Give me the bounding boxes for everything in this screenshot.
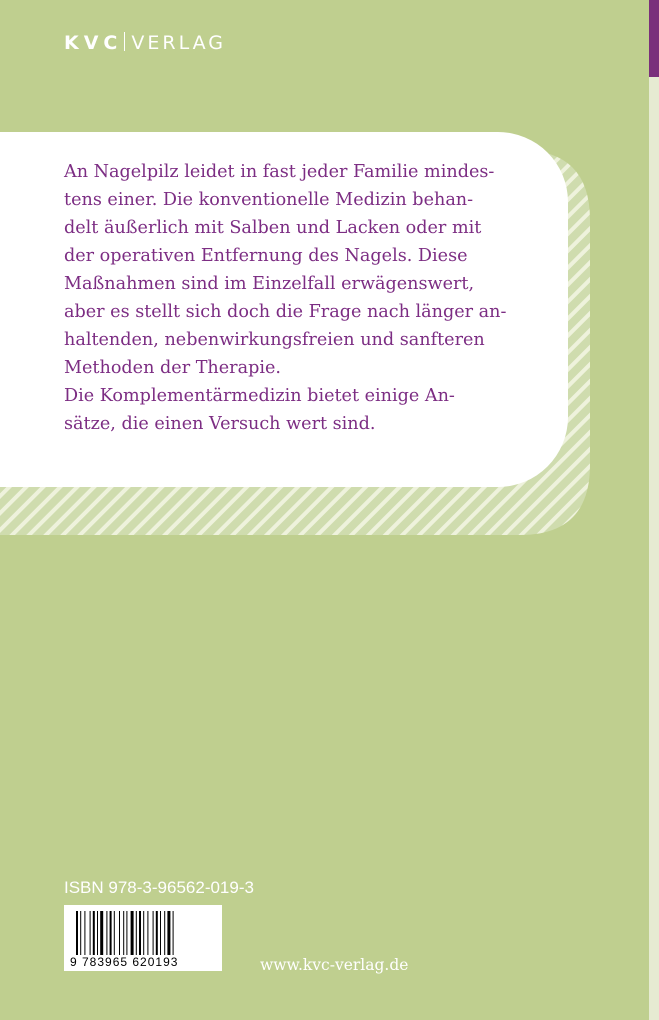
barcode-bar	[84, 911, 85, 955]
barcode-bar	[126, 911, 127, 955]
barcode-digits: 9 783965 620193	[70, 955, 179, 969]
barcode-bar	[156, 911, 158, 955]
blurb-line: der operativen Entfernung des Nagels. Diese	[64, 246, 468, 266]
barcode-bar	[93, 911, 95, 955]
blurb-line: sätze, die einen Versuch wert sind.	[64, 414, 376, 434]
blurb-line: tens einer. Die konventionelle Medizin behan-	[64, 190, 474, 210]
barcode-bar	[153, 911, 154, 955]
blurb-line: Methoden der Therapie.	[64, 358, 281, 378]
barcode-bar	[119, 911, 120, 955]
blurb-text	[64, 158, 534, 438]
barcode-bar	[131, 911, 134, 955]
blurb-line: aber es stellt sich doch die Frage nach länger an-	[64, 302, 507, 322]
logo-verlag: VERLAG	[131, 32, 226, 54]
publisher-website: www.kvc-verlag.de	[260, 956, 409, 974]
barcode-bar	[80, 911, 81, 955]
barcode-bars	[76, 911, 212, 955]
spine-stripe	[649, 0, 659, 1020]
barcode-bar	[139, 911, 141, 955]
barcode-bar	[114, 911, 115, 955]
barcode-bar	[164, 911, 165, 955]
barcode-bar	[123, 911, 124, 955]
blurb-line: An Nagelpilz leidet in fast jeder Familie mindes-	[64, 162, 495, 182]
blurb-line: Die Komplementärmedizin bietet einige An-	[64, 386, 455, 406]
barcode-bar	[100, 911, 103, 955]
blurb-line: delt äußerlich mit Salben und Lacken oder mit	[64, 218, 482, 238]
spine-accent	[649, 0, 659, 77]
barcode-bar	[76, 911, 78, 955]
barcode-bar	[160, 911, 161, 955]
barcode-bar	[106, 911, 107, 955]
isbn-label: ISBN 978-3-96562-019-3	[64, 878, 254, 897]
blurb-line: Maßnahmen sind im Einzelfall erwägenswert,	[64, 274, 475, 294]
barcode-bar	[173, 911, 174, 955]
blurb-line: haltenden, nebenwirkungsfreien und sanfteren	[64, 330, 485, 350]
logo-kvc: KVC	[64, 32, 123, 54]
barcode-bar	[97, 911, 98, 955]
barcode-bar	[90, 911, 91, 955]
barcode	[64, 905, 222, 971]
barcode-bar	[147, 911, 148, 955]
barcode-bar	[167, 911, 170, 955]
barcode-bar	[110, 911, 112, 955]
logo-divider	[124, 32, 125, 51]
barcode-bar	[143, 911, 144, 955]
publisher-logo	[64, 30, 226, 56]
barcode-bar	[136, 911, 137, 955]
